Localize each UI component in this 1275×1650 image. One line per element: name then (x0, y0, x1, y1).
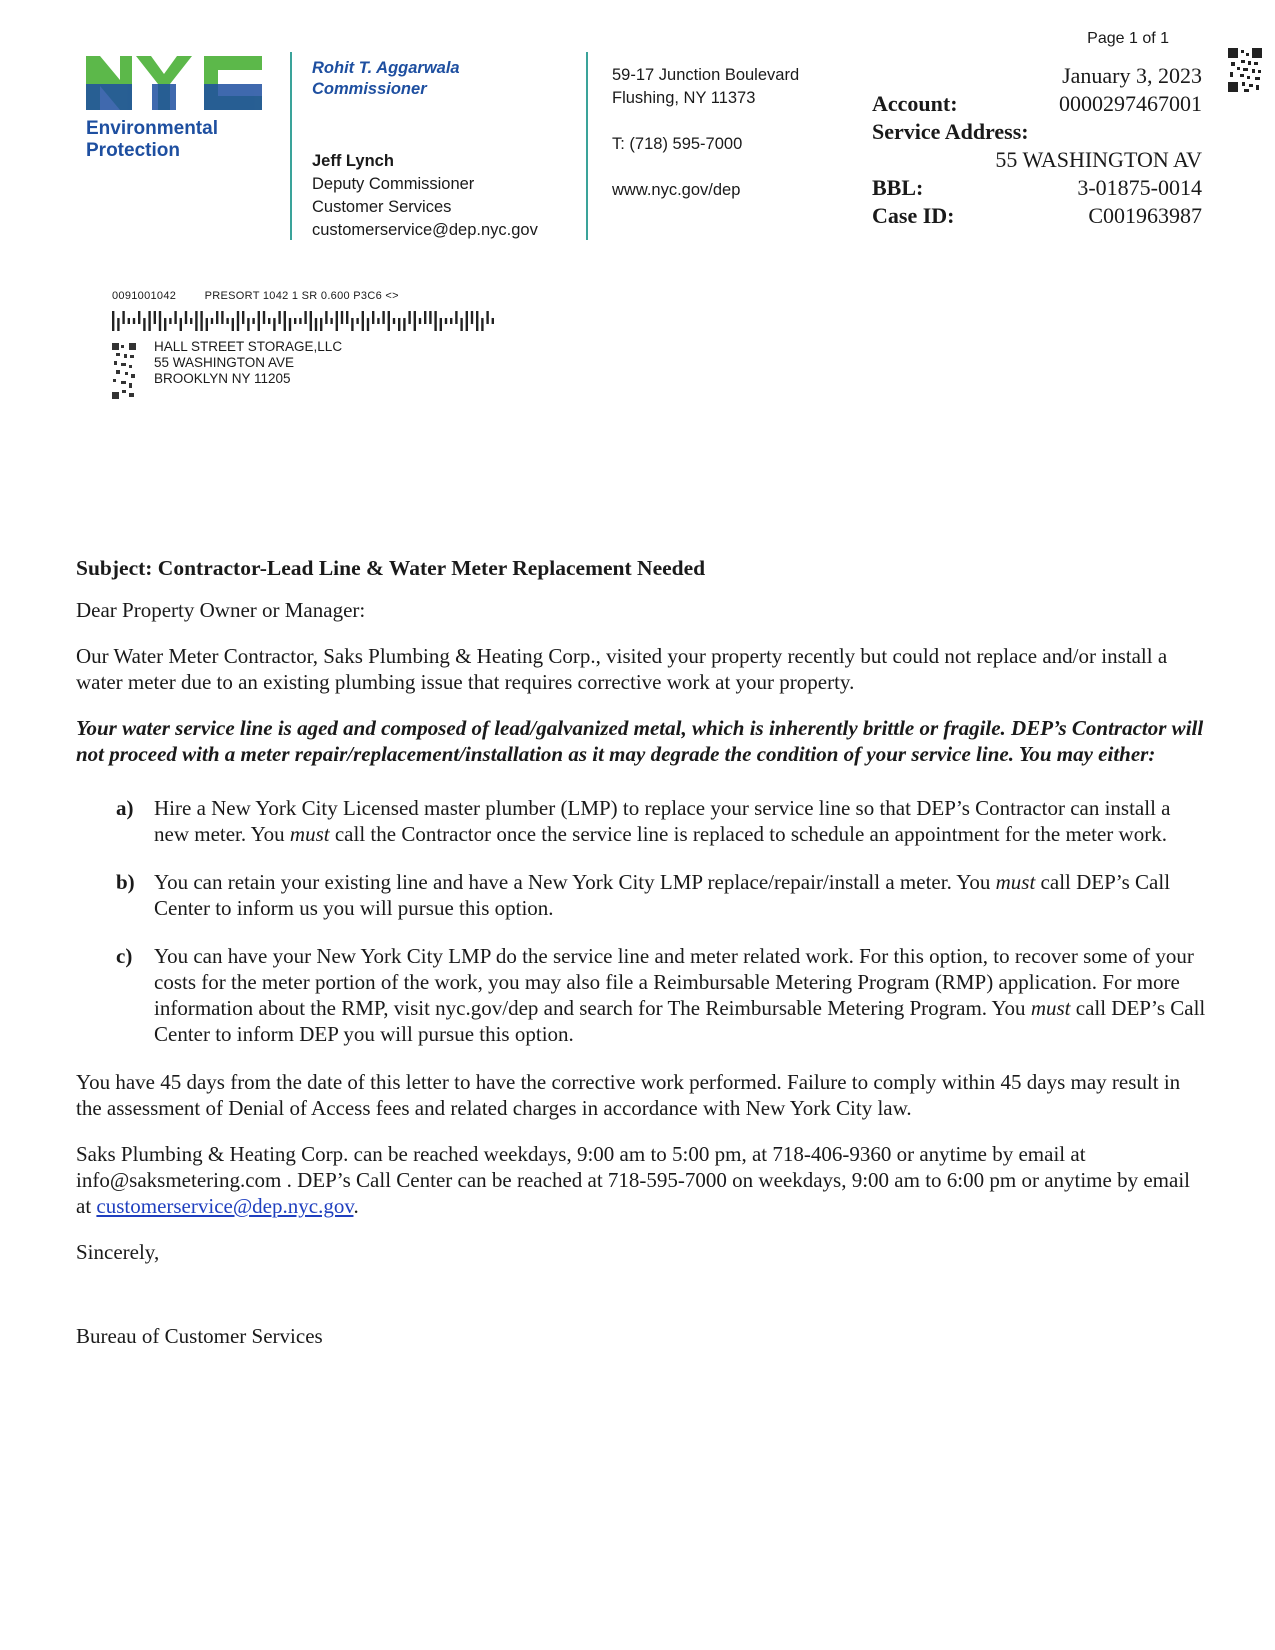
service-address-label: Service Address: (872, 119, 1029, 144)
office-phone: T: (718) 595-7000 (612, 135, 743, 153)
account-block (872, 62, 1202, 230)
signature: Bureau of Customer Services (76, 1324, 323, 1348)
commissioner-title: Commissioner (312, 80, 427, 98)
option-b-letter: b) (116, 870, 135, 894)
call-center-email-link[interactable]: customerservice@dep.nyc.gov (96, 1194, 354, 1218)
page-number: Page 1 of 1 (1087, 30, 1169, 47)
divider-line-2 (586, 52, 588, 240)
option-b-text: You can retain your existing line and have a New York City LMP replace/repair/install a meter. You must call DEP’s Call Center to inform us you will pursue this option. (154, 870, 1171, 920)
case-id-label: Case ID: (872, 203, 955, 228)
closing: Sincerely, (76, 1240, 160, 1264)
warning-paragraph: Your water service line is aged and composed of lead/galvanized metal, which is inherently brittle or fragile. DEP’s Contractor will not proceed with a meter repair/replacement/installation as it may degrade the condition of your service line. You may either: (76, 716, 1204, 766)
office-street: 59-17 Junction Boulevard (612, 66, 800, 84)
salutation: Dear Property Owner or Manager: (76, 598, 366, 622)
service-address: 55 WASHINGTON AV (995, 147, 1202, 172)
deadline-paragraph: You have 45 days from the date of this letter to have the corrective work performed. Failure to comply within 45 days may result in the assessment of Denial of Access fees and related charges in accordance with New York City law. (76, 1070, 1181, 1120)
contact-paragraph: Saks Plumbing & Heating Corp. can be reached weekdays, 9:00 am to 5:00 pm, at 718-406-9360 or anytime by email at info@saksmetering.com . DEP’s Call Center can be reached at 718-595-7000 on weekdays, 9:00 am to 6:00 pm or anytime by email at customerservice@dep.nyc.gov. (76, 1142, 1190, 1218)
option-a-letter: a) (116, 796, 134, 820)
mailing-address-line-1: HALL STREET STORAGE,LLC (154, 339, 343, 354)
bbl-number: 3-01875-0014 (1077, 175, 1202, 200)
option-c (116, 943, 1206, 1047)
option-c-text: You can have your New York City LMP do the service line and meter related work. For this option, to recover some of your costs for the meter portion of the work, you may also file a Reimbursable Metering Program (RMP) application. For more information about the RMP, visit nyc.gov/dep and search for The Reimbursable Metering Program. You must call DEP’s Call Center to inform DEP you will pursue this option. (154, 944, 1206, 1046)
option-b (116, 869, 1206, 921)
presort-info: PRESORT 1042 1 SR 0.600 P3C6 <> (204, 290, 399, 302)
commissioner-name: Rohit T. Aggarwala (312, 59, 460, 77)
nyc-dep-logo (86, 54, 276, 162)
deputy-name: Jeff Lynch (312, 152, 394, 170)
office-web: www.nyc.gov/dep (612, 181, 741, 199)
mailing-address (154, 339, 342, 387)
intro-paragraph: Our Water Meter Contractor, Saks Plumbing & Heating Corp., visited your property recently but could not replace and/or install a water meter due to an existing plumbing issue that requires corrective work at your property. (76, 644, 1168, 694)
postal-barcode-icon (112, 311, 512, 331)
case-id: C001963987 (1088, 203, 1202, 228)
qr-code-icon (1228, 48, 1262, 92)
mailing-address-line-2: 55 WASHINGTON AVE (154, 355, 295, 370)
mailing-code-line (112, 286, 399, 304)
letter-body (76, 555, 1206, 1369)
deputy-block (312, 150, 538, 242)
commissioner-block (312, 58, 460, 100)
mail-qr-code-icon (112, 343, 136, 399)
bbl-label: BBL: (872, 175, 924, 200)
office-city: Flushing, NY 11373 (612, 89, 756, 107)
option-a-text: Hire a New York City Licensed master plumber (LMP) to replace your service line so that DEP’s Contractor can install a new meter. You must call the Contractor once the service line is replaced to schedule an appointment for the meter work. (154, 796, 1171, 846)
account-number: 0000297467001 (1059, 91, 1202, 116)
deputy-email: customerservice@dep.nyc.gov (312, 221, 538, 239)
letter-date: January 3, 2023 (1062, 63, 1202, 88)
option-c-letter: c) (116, 944, 133, 968)
logo-line-2: Protection (86, 140, 180, 161)
divider-line-1 (290, 52, 292, 240)
deputy-division: Customer Services (312, 198, 452, 216)
mailing-code: 0091001042 (112, 290, 177, 302)
nyc-logo-icon (86, 54, 266, 112)
account-label: Account: (872, 91, 958, 116)
office-address (612, 64, 799, 202)
option-a (116, 795, 1206, 847)
deputy-title: Deputy Commissioner (312, 175, 475, 193)
logo-line-1: Environmental (86, 118, 218, 139)
mailing-address-line-3: BROOKLYN NY 11205 (154, 371, 291, 386)
letter-subject: Subject: Contractor-Lead Line & Water Meter Replacement Needed (76, 556, 706, 580)
